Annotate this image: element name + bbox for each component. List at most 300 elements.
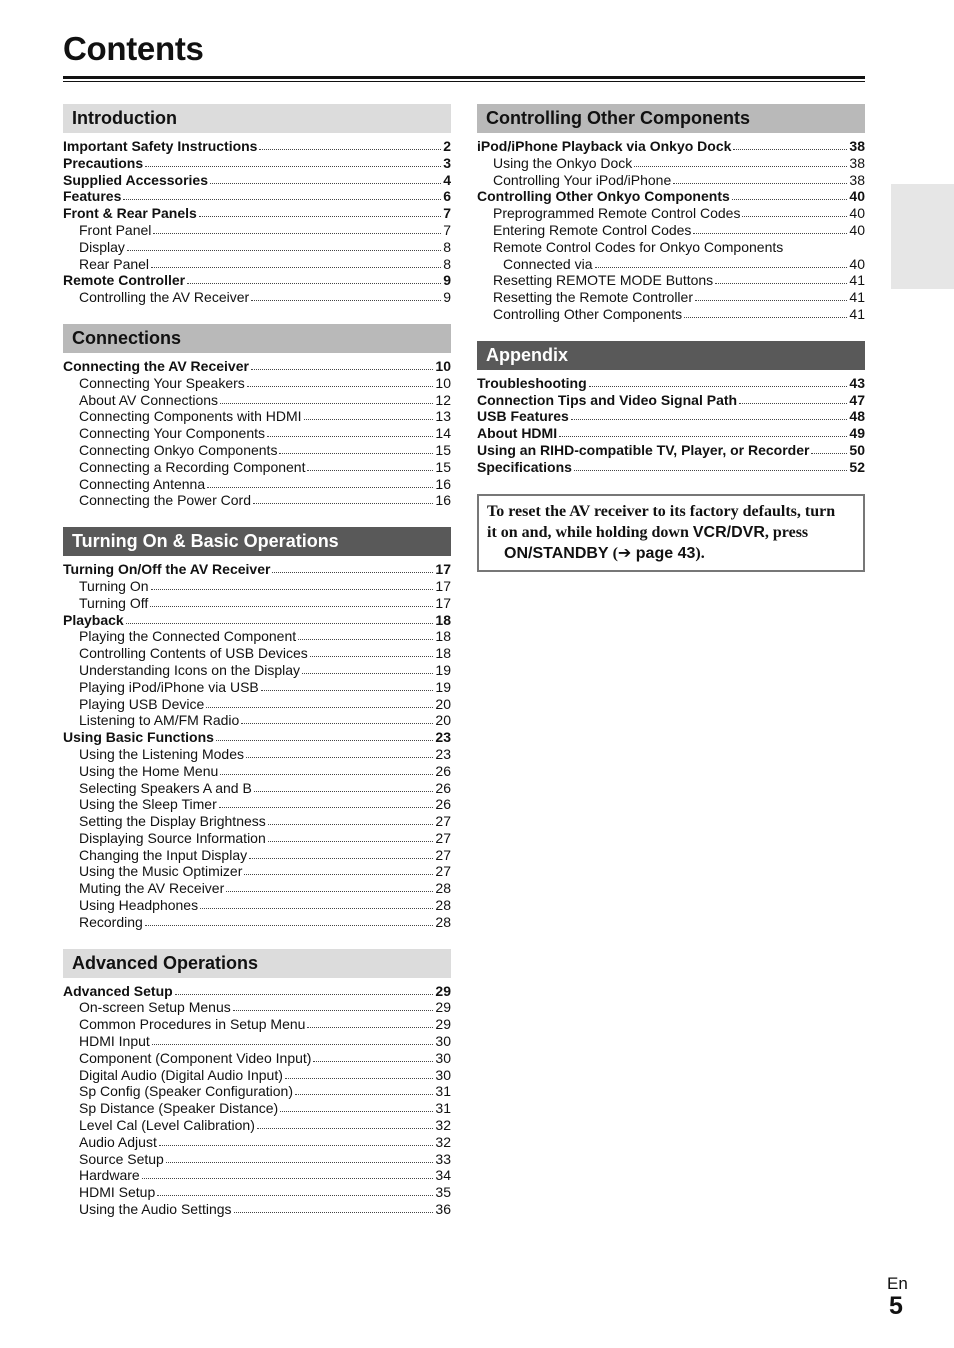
dot-leader <box>742 205 847 217</box>
toc-entry-label: Setting the Display Brightness <box>79 813 266 830</box>
toc-entry-label: Playing the Connected Component <box>79 628 297 645</box>
section-introduction <box>63 104 451 306</box>
dot-leader <box>693 222 847 234</box>
toc-entry[interactable] <box>63 595 451 612</box>
toc-entry-label: Playback <box>63 611 124 628</box>
toc-entry-page: 20 <box>435 695 451 712</box>
toc-entry-page: 50 <box>849 441 865 458</box>
dot-leader <box>187 272 441 284</box>
toc-entry[interactable] <box>63 155 451 172</box>
toc-entry-page: 6 <box>443 188 451 205</box>
dot-leader <box>268 813 434 825</box>
toc-column-left <box>63 104 451 1236</box>
note-line-1-text: To reset the AV receiver to its factory defaults, turn <box>487 502 836 520</box>
toc-entry[interactable] <box>63 999 451 1016</box>
toc-entry[interactable] <box>63 272 451 289</box>
dot-leader <box>673 172 847 184</box>
toc-entry-page: 9 <box>443 289 451 306</box>
section-controlling-other-components <box>477 104 865 323</box>
toc-entry-page: 36 <box>435 1201 451 1218</box>
toc-entry-page: 14 <box>435 425 451 442</box>
page-number: 5 <box>889 1292 903 1320</box>
dot-leader <box>142 1167 434 1179</box>
dot-leader <box>251 358 433 370</box>
dot-leader <box>246 746 433 758</box>
toc-entry-label: Precautions <box>63 154 144 171</box>
toc-entry-page: 18 <box>435 611 451 628</box>
toc-entry-label: Advanced Setup <box>63 982 173 999</box>
dot-leader <box>732 188 848 200</box>
toc-entry-label: HDMI Setup <box>79 1184 156 1201</box>
toc-entry-label: Connecting Antenna <box>79 475 206 492</box>
toc-entry[interactable] <box>63 188 451 205</box>
dot-leader <box>151 578 434 590</box>
note-line-1 <box>487 501 855 522</box>
toc-entry-label: Using an RIHD-compatible TV, Player, or Recorder <box>477 441 810 458</box>
toc-entry[interactable] <box>63 172 451 189</box>
toc-entry-label: Turning On <box>79 577 149 594</box>
language-label: En <box>887 1274 908 1293</box>
toc-entry-page: 10 <box>435 374 451 391</box>
side-tab-marker <box>891 184 954 289</box>
toc-entry-page: 27 <box>435 813 451 830</box>
toc-entry-label: Understanding Icons on the Display <box>79 661 301 678</box>
toc-entry[interactable] <box>63 729 451 746</box>
toc-entry[interactable] <box>63 289 451 306</box>
toc-entry[interactable] <box>63 763 451 780</box>
dot-leader <box>280 1100 433 1112</box>
toc-entry[interactable] <box>63 459 451 476</box>
toc-entry-label: Playing USB Device <box>79 695 205 712</box>
dot-leader <box>153 222 441 234</box>
dot-leader <box>733 138 847 150</box>
dot-leader <box>152 1033 434 1045</box>
toc-entry-page: 33 <box>435 1150 451 1167</box>
arrow-right-icon: ➔ <box>617 544 632 562</box>
toc-entry-page: 29 <box>435 999 451 1016</box>
toc-entry-label: Sp Config (Speaker Configuration) <box>79 1083 294 1100</box>
toc-entry[interactable] <box>63 983 451 1000</box>
toc-entry-page: 38 <box>849 138 865 154</box>
toc-entry-label: Playing iPod/iPhone via USB <box>79 678 259 695</box>
toc-entry[interactable] <box>63 847 451 864</box>
toc-entry[interactable] <box>63 645 451 662</box>
dot-leader <box>233 999 434 1011</box>
toc-entry[interactable] <box>63 561 451 578</box>
toc-entry-page: 49 <box>849 425 865 442</box>
toc-entry-label: Connecting Components with HDMI <box>79 408 302 425</box>
dot-leader <box>279 442 433 454</box>
toc-entry[interactable] <box>63 205 451 222</box>
section-heading: Advanced Operations <box>63 949 451 978</box>
dot-leader <box>244 863 433 875</box>
toc-entry[interactable] <box>63 239 451 256</box>
dot-leader <box>226 880 433 892</box>
toc-entry[interactable] <box>63 578 451 595</box>
toc-right-sections <box>477 104 865 476</box>
toc-entry[interactable] <box>477 459 865 476</box>
toc-entry-page: 13 <box>435 408 451 425</box>
toc-entry[interactable] <box>63 1151 451 1168</box>
toc-entry-label: Digital Audio (Digital Audio Input) <box>79 1066 283 1083</box>
dot-leader <box>307 1016 433 1028</box>
toc-entry-page: 48 <box>849 408 865 425</box>
dot-leader <box>249 847 433 859</box>
toc-entry[interactable] <box>63 897 451 914</box>
toc-entry-page: 18 <box>435 628 451 645</box>
toc-entry[interactable] <box>63 830 451 847</box>
toc-entry-label: Muting the AV Receiver <box>79 880 225 897</box>
toc-entry-label: Using Basic Functions <box>63 729 214 746</box>
toc-entry-page: 17 <box>435 577 451 594</box>
toc-entry-label: Displaying Source Information <box>79 829 266 846</box>
toc-entry-page: 26 <box>435 796 451 813</box>
toc-entry[interactable] <box>477 306 865 323</box>
toc-entry[interactable] <box>63 256 451 273</box>
toc-entry[interactable] <box>63 492 451 509</box>
toc-entry-label: HDMI Input <box>79 1033 150 1050</box>
page-title: Contents <box>63 30 204 67</box>
toc-entry-page: 10 <box>435 357 451 374</box>
toc-entry[interactable] <box>477 239 865 256</box>
toc-entry-label: Using the Listening Modes <box>79 745 244 762</box>
toc-entry-page: 17 <box>435 594 451 611</box>
toc-entry-label: Specifications <box>477 458 572 475</box>
section-heading: Turning On & Basic Operations <box>63 527 451 556</box>
title-rule-thick <box>63 76 865 79</box>
dot-leader <box>739 392 847 404</box>
dot-leader <box>206 696 433 708</box>
toc-entry[interactable] <box>63 1067 451 1084</box>
section-appendix <box>477 341 865 476</box>
dot-leader <box>259 138 441 150</box>
toc-entry[interactable] <box>63 222 451 239</box>
toc-entry-label: Using the Home Menu <box>79 762 219 779</box>
toc-entry-label: Connecting the Power Cord <box>79 492 251 509</box>
toc-entry[interactable] <box>63 746 451 763</box>
dot-leader <box>175 983 434 995</box>
toc-entry-page: 18 <box>435 645 451 662</box>
toc-entry-label: Connection Tips and Video Signal Path <box>477 391 738 408</box>
toc-entry[interactable] <box>63 358 451 375</box>
note-line-2-pre: it on and, while holding down <box>487 523 693 541</box>
toc-entry[interactable] <box>63 392 451 409</box>
toc-entry-page: 23 <box>435 745 451 762</box>
toc-entry-page: 3 <box>443 154 451 171</box>
toc-entry-page: 28 <box>435 913 451 930</box>
toc-entry-label: Listening to AM/FM Radio <box>79 712 240 729</box>
toc-entry-page: 27 <box>435 846 451 863</box>
toc-entry-label: About AV Connections <box>79 391 219 408</box>
dot-leader <box>216 729 434 741</box>
toc-entry-label: On-screen Setup Menus <box>79 999 231 1016</box>
dot-leader <box>254 780 434 792</box>
dot-leader <box>261 679 434 691</box>
toc-entry[interactable] <box>477 222 865 239</box>
toc-entry-label: Using the Music Optimizer <box>79 863 243 880</box>
dot-leader <box>123 188 441 200</box>
dot-leader <box>267 425 433 437</box>
toc-entry-page: 4 <box>443 171 451 188</box>
toc-entry-page: 26 <box>435 762 451 779</box>
title-rule-thin <box>63 81 865 82</box>
toc-entry[interactable] <box>477 375 865 392</box>
toc-entry-label: Source Setup <box>79 1150 164 1167</box>
toc-entry[interactable] <box>63 1134 451 1151</box>
dot-leader <box>295 1083 433 1095</box>
dot-leader <box>157 1184 433 1196</box>
toc-entry-page: 47 <box>849 391 865 408</box>
toc-entry-page: 38 <box>849 171 865 188</box>
toc-entry[interactable] <box>477 425 865 442</box>
toc-entry-page: 29 <box>435 982 451 999</box>
toc-entry[interactable] <box>63 679 451 696</box>
toc-entry[interactable] <box>63 612 451 629</box>
toc-entry[interactable] <box>63 1167 451 1184</box>
toc-entry-page: 27 <box>435 863 451 880</box>
toc-entry-page: 32 <box>435 1133 451 1150</box>
dot-leader <box>127 239 441 251</box>
dot-leader <box>695 289 847 301</box>
section-heading: Connections <box>63 324 451 353</box>
dot-leader <box>253 492 433 504</box>
toc-entry[interactable] <box>477 138 865 155</box>
toc-entry-page: 34 <box>435 1167 451 1184</box>
dot-leader <box>247 375 434 387</box>
toc-entry-label: Important Safety Instructions <box>63 138 258 154</box>
toc-entry-label: Remote Controller <box>63 272 186 289</box>
toc-entry-page: 43 <box>849 374 865 391</box>
toc-entry[interactable] <box>63 880 451 897</box>
note-key-vcr-dvr: VCR/DVR <box>692 523 765 541</box>
dot-leader <box>272 561 433 573</box>
dot-leader <box>145 914 434 926</box>
toc-entry[interactable] <box>477 155 865 172</box>
toc-entry-page: 30 <box>435 1066 451 1083</box>
dot-leader <box>589 375 848 387</box>
toc-entry-page: 23 <box>435 729 451 746</box>
toc-entry-page: 16 <box>435 475 451 492</box>
dot-leader <box>200 897 433 909</box>
toc-entry-label: USB Features <box>477 408 569 425</box>
toc-entry-page: 19 <box>435 678 451 695</box>
dot-leader <box>298 628 433 640</box>
dot-leader <box>285 1067 434 1079</box>
dot-leader <box>559 425 847 437</box>
dot-leader <box>150 595 433 607</box>
dot-leader <box>234 1201 434 1213</box>
toc-entry-label: Hardware <box>79 1167 140 1184</box>
note-line-2-post: , press <box>764 523 809 541</box>
toc-entry-label: Using the Sleep Timer <box>79 796 217 813</box>
toc-entry[interactable] <box>63 662 451 679</box>
toc-entry-label: Connecting the AV Receiver <box>63 357 249 374</box>
toc-entry[interactable] <box>63 1117 451 1134</box>
toc-entry-page: 40 <box>849 188 865 205</box>
toc-entry-label: Preprogrammed Remote Control Codes <box>493 205 741 222</box>
toc-entry-label: Changing the Input Display <box>79 846 248 863</box>
dot-leader <box>126 612 434 624</box>
dot-leader <box>159 1134 434 1146</box>
toc-entry-label: Turning On/Off the AV Receiver <box>63 561 271 578</box>
toc-entry[interactable] <box>477 188 865 205</box>
dot-leader <box>634 155 847 167</box>
toc-entry-page: 8 <box>443 255 451 272</box>
section-heading: Appendix <box>477 341 865 370</box>
toc-entry-label: Rear Panel <box>79 255 150 272</box>
toc-entry-page: 30 <box>435 1033 451 1050</box>
toc-entry-label: Connecting Your Components <box>79 425 266 442</box>
toc-entry[interactable] <box>63 1016 451 1033</box>
toc-entry[interactable] <box>477 205 865 222</box>
section-advanced-operations <box>63 949 451 1218</box>
toc-entry-label: Recording <box>79 913 143 930</box>
toc-entry-label: Common Procedures in Setup Menu <box>79 1016 306 1033</box>
dot-leader <box>595 256 848 268</box>
reset-note-box <box>477 494 865 572</box>
toc-entry-label: Turning Off <box>79 594 149 611</box>
note-key-on-standby: ON/STANDBY <box>504 544 609 562</box>
toc-entry[interactable] <box>63 425 451 442</box>
toc-entry-page: 26 <box>435 779 451 796</box>
toc-entry[interactable] <box>477 392 865 409</box>
dot-leader <box>210 172 441 184</box>
toc-entry-page: 29 <box>435 1016 451 1033</box>
toc-entry-page: 15 <box>435 458 451 475</box>
dot-leader <box>307 459 433 471</box>
toc-entry-page: 17 <box>435 561 451 578</box>
dot-leader <box>220 392 433 404</box>
toc-entry-page: 28 <box>435 880 451 897</box>
dot-leader <box>251 289 441 301</box>
toc-entry-label: Using Headphones <box>79 897 199 914</box>
toc-entry-page: 7 <box>443 221 451 238</box>
section-heading: Controlling Other Components <box>477 104 865 133</box>
section-heading: Introduction <box>63 104 451 133</box>
toc-entry[interactable] <box>63 1083 451 1100</box>
toc-entry[interactable] <box>63 1033 451 1050</box>
toc-entry[interactable] <box>63 375 451 392</box>
dot-leader <box>574 459 848 471</box>
toc-entry-page: 41 <box>849 272 865 289</box>
toc-entry[interactable] <box>477 289 865 306</box>
dot-leader <box>310 645 434 657</box>
toc-entry[interactable] <box>63 138 451 155</box>
dot-leader <box>207 476 433 488</box>
dot-leader <box>268 830 434 842</box>
toc-entry-label: Connecting a Recording Component <box>79 458 306 475</box>
toc-entry[interactable] <box>63 796 451 813</box>
toc-entry[interactable] <box>63 914 451 931</box>
toc-entry-page: 40 <box>849 205 865 222</box>
toc-entry-label: Controlling Other Onkyo Components <box>477 188 730 205</box>
toc-entry[interactable] <box>63 442 451 459</box>
dot-leader <box>571 408 848 420</box>
toc-entry-page: 8 <box>443 238 451 255</box>
toc-entry[interactable] <box>477 272 865 289</box>
toc-entry[interactable] <box>63 1201 451 1218</box>
dot-leader <box>145 155 441 167</box>
toc-entry-page: 35 <box>435 1184 451 1201</box>
toc-entry[interactable] <box>63 408 451 425</box>
toc-entry-label: Selecting Speakers A and B <box>79 779 252 796</box>
toc-entry-label: Controlling the AV Receiver <box>79 289 250 306</box>
toc-entry[interactable] <box>63 696 451 713</box>
toc-entry-label: Controlling Other Components <box>493 305 683 322</box>
toc-entry[interactable] <box>63 476 451 493</box>
note-page-ref[interactable]: page 43 <box>631 544 696 562</box>
section-connections <box>63 324 451 509</box>
toc-entry-page: 41 <box>849 289 865 306</box>
note-paren-close: ). <box>695 544 705 562</box>
toc-entry-label: Features <box>63 188 122 205</box>
toc-entry-label: Using the Audio Settings <box>79 1201 232 1218</box>
toc-entry[interactable] <box>63 863 451 880</box>
toc-entry-label: Using the Onkyo Dock <box>493 154 633 171</box>
dot-leader <box>715 272 847 284</box>
dot-leader <box>219 796 434 808</box>
toc-column-right <box>477 104 865 572</box>
toc-entry-page: 31 <box>435 1100 451 1117</box>
toc-entry-label: Controlling Your iPod/iPhone <box>493 171 672 188</box>
toc-entry-label: Connected via <box>503 255 593 272</box>
toc-entry-page: 32 <box>435 1117 451 1134</box>
toc-entry-page: 30 <box>435 1049 451 1066</box>
toc-entry-label: About HDMI <box>477 425 558 442</box>
dot-leader <box>684 306 847 318</box>
toc-entry[interactable] <box>477 408 865 425</box>
toc-entry[interactable] <box>63 1100 451 1117</box>
dot-leader <box>313 1050 433 1062</box>
toc-entry-label: Front & Rear Panels <box>63 205 197 222</box>
dot-leader <box>304 408 434 420</box>
toc-entry[interactable] <box>63 1184 451 1201</box>
toc-entry[interactable] <box>63 813 451 830</box>
toc-entry[interactable] <box>477 172 865 189</box>
note-paren-open: ( <box>608 544 618 562</box>
toc-entry-label: Supplied Accessories <box>63 171 208 188</box>
toc-entry-page: 19 <box>435 661 451 678</box>
toc-entry-label: iPod/iPhone Playback via Onkyo Dock <box>477 138 732 154</box>
toc-entry-label: Front Panel <box>79 221 152 238</box>
toc-entry-label: Remote Control Codes for Onkyo Components <box>493 238 784 255</box>
toc-entry[interactable] <box>477 442 865 459</box>
toc-entry-label: Connecting Your Speakers <box>79 374 245 391</box>
toc-entry-page: 20 <box>435 712 451 729</box>
toc-entry[interactable] <box>63 1050 451 1067</box>
dot-leader <box>199 205 441 217</box>
dot-leader <box>257 1117 434 1129</box>
toc-entry-page: 7 <box>443 205 451 222</box>
toc-entry-page: 41 <box>849 305 865 322</box>
toc-entry-label: Troubleshooting <box>477 374 587 391</box>
toc-entry-page: 12 <box>435 391 451 408</box>
toc-entry-page: 52 <box>849 458 865 475</box>
toc-entry-label: Sp Distance (Speaker Distance) <box>79 1100 279 1117</box>
toc-entry-label: Controlling Contents of USB Devices <box>79 645 308 662</box>
toc-entry[interactable] <box>63 628 451 645</box>
toc-entry[interactable] <box>63 780 451 797</box>
toc-entry-page: 16 <box>435 492 451 509</box>
dot-leader <box>811 442 847 454</box>
toc-entry[interactable] <box>477 256 865 273</box>
toc-entry-label: Resetting the Remote Controller <box>493 289 693 306</box>
toc-entry-page: 40 <box>849 221 865 238</box>
toc-entry-page: 2 <box>443 138 451 154</box>
dot-leader <box>302 662 433 674</box>
toc-entry[interactable] <box>63 712 451 729</box>
note-line-2 <box>487 522 855 543</box>
